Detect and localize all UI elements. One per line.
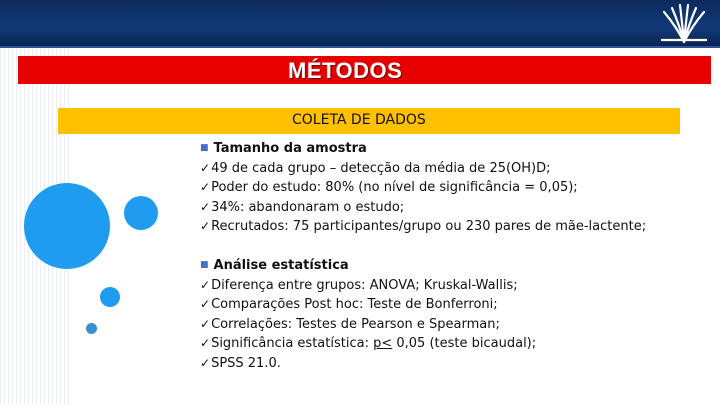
section-subtitle: COLETA DE DADOS (292, 112, 426, 128)
decorative-circle-small (100, 287, 120, 307)
section-heading-sample: ■ Tamanho da amostra (200, 141, 367, 156)
list-item: ✓Significância estatística: p< 0,05 (teste bicaudal); (200, 336, 537, 352)
check-mark-icon: ✓ (200, 199, 211, 214)
check-mark-icon: ✓ (200, 336, 211, 351)
square-bullet-icon: ■ (200, 143, 209, 153)
decorative-circle-tiny (86, 323, 97, 334)
check-mark-icon: ✓ (200, 219, 211, 234)
check-mark-icon: ✓ (200, 316, 211, 331)
content-body (200, 139, 715, 374)
header-bar (0, 0, 720, 46)
check-mark-icon: ✓ (200, 297, 211, 312)
section-heading-stats: ■ Análise estatística (200, 257, 349, 273)
list-item: ✓Correlações: Testes de Pearson e Spearman; (200, 316, 500, 332)
list-item: ✓Diferença entre grupos: ANOVA; Kruskal-Wallis; (200, 277, 518, 293)
header-divider (0, 46, 720, 48)
check-mark-icon: ✓ (200, 180, 211, 195)
check-mark-icon: ✓ (200, 277, 211, 292)
decorative-circle-large (24, 183, 110, 269)
list-item: ✓Poder do estudo: 80% (no nível de significância = 0,05); (200, 180, 578, 196)
page-title: MÉTODOS (288, 58, 403, 83)
list-item: ✓Comparações Post hoc: Teste de Bonferroni; (200, 297, 498, 313)
list-item: ✓34%: abandonaram o estudo; (200, 199, 405, 215)
unb-logo-icon (654, 2, 714, 44)
check-mark-icon: ✓ (200, 355, 211, 370)
list-item: ✓SPSS 21.0. (200, 355, 281, 371)
decorative-circle-medium (124, 196, 158, 230)
check-mark-icon: ✓ (200, 160, 211, 175)
list-item: ✓Recrutados: 75 participantes/grupo ou 230 pares de mãe-lactente; (200, 219, 647, 235)
list-item: ✓49 de cada grupo – detecção da média de 25(OH)D; (200, 160, 551, 176)
square-bullet-icon: ■ (200, 259, 209, 270)
